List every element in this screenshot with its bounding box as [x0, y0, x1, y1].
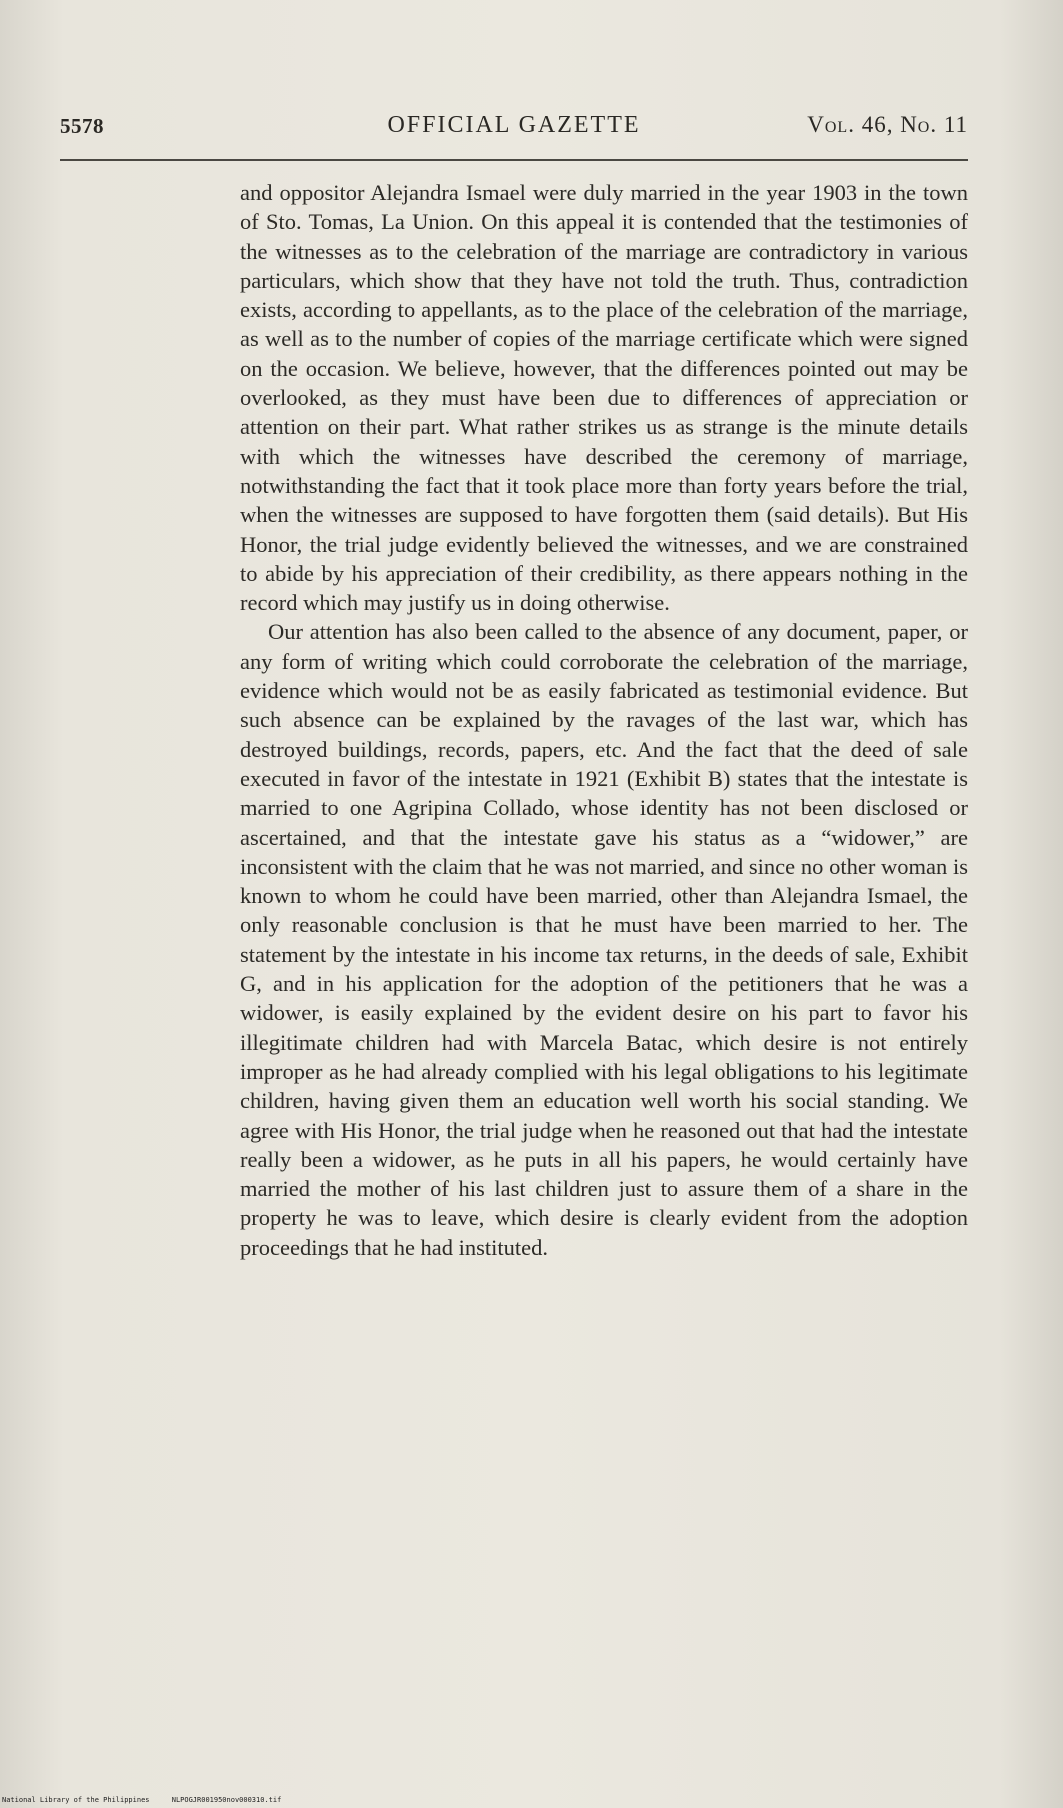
- publication-title: OFFICIAL GAZETTE: [387, 112, 641, 138]
- scan-footer: [2, 1796, 281, 1804]
- paragraph: and oppositor Alejandra Ismael were duly married in the year 1903 in the town of Sto. Tomas, La Union. On this appeal it is contended that the testimonies of the witnesses as to the celebration of the marriage are contradictory in various particulars, which show that they have not told the truth. Thus, contradiction exists, according to appellants, as to the place of the celebration of the marriage, as well as to the number of copies of the marriage certificate which were signed on the occasion. We believe, however, that the differences pointed out may be overlooked, as they must have been due to differences of appreciation or attention on their part. What rather strikes us as strange is the minute details with which the witnesses have described the ceremony of marriage, notwithstanding the fact that it took place more than forty years before the trial, when the witnesses are supposed to have forgotten them (said details). But His Honor, the trial judge evidently believed the witnesses, and we are constrained to abide by his appreciation of their credibility, as there appears nothing in the record which may justify us in doing otherwise.: [240, 180, 968, 616]
- paragraph: Our attention has also been called to the absence of any document, paper, or any form of writing which could corroborate the celebration of the marriage, evidence which would not be as easily fabricated as testimonial evidence. But such absence can be explained by the ravages of the last war, which has destroyed buildings, records, papers, etc. And the fact that the deed of sale executed in favor of the intestate in 1921 (Exhibit B) states that the intestate is married to one Agripina Collado, whose identity has not been disclosed or ascertained, and that the intestate gave his status as a “widower,” are inconsistent with the claim that he was not married, and since no other woman is known to whom he could have been married, other than Alejandra Ismael, the only reasonable conclusion is that he must have been married to her. The statement by the intestate in his income tax returns, in the deeds of sale, Exhibit G, and in his application for the adoption of the petitioners that he was a widower, is easily explained by the evident desire on his part to favor his illegitimate children had with Marcela Batac, which desire is not entirely improper as he had already complied with his legal obligations to his legitimate children, having given them an education well worth his social standing. We agree with His Honor, the trial judge when he reasoned out that had the intestate really been a widower, as he puts in all his papers, he would certainly have married the mother of his last children just to assure them of a share in the property he was to leave, which desire is clearly evident from the adoption proceedings that he had instituted.: [240, 619, 968, 1260]
- body-text: [240, 178, 968, 1262]
- page-number: 5578: [60, 114, 104, 138]
- header-rule: [60, 159, 968, 161]
- volume-number: Vol. 46, No. 11: [807, 112, 968, 137]
- library-name: National Library of the Philippines: [2, 1796, 150, 1804]
- page-header: [60, 110, 968, 150]
- file-name: NLPOGJR001950nov000310.tif: [171, 1796, 282, 1804]
